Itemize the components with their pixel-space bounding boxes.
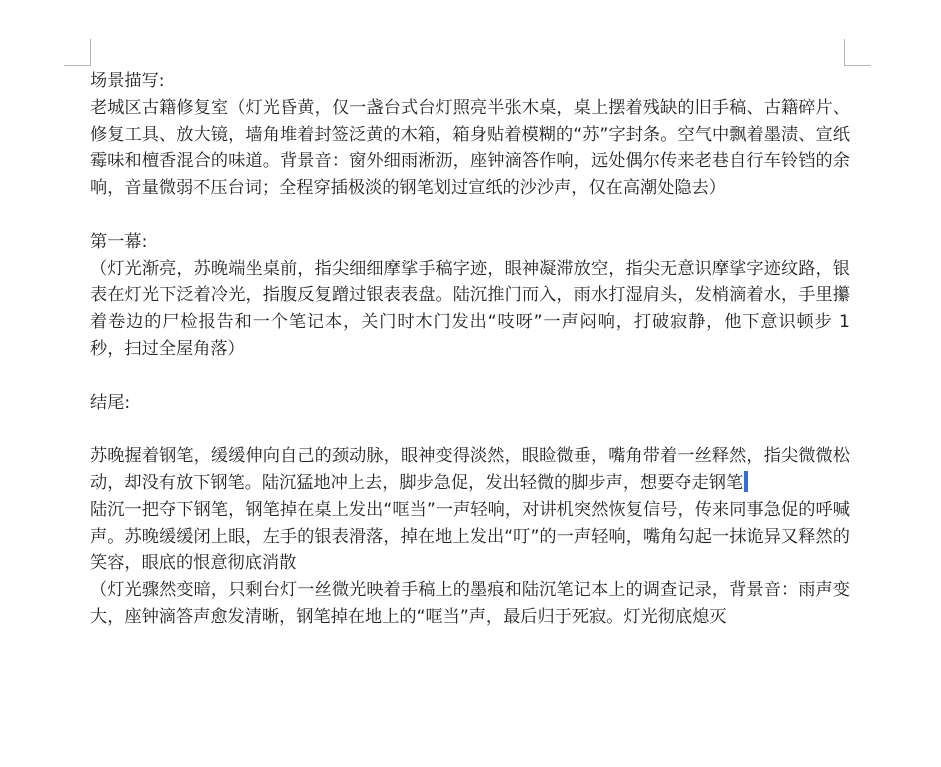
paragraph-scene-description[interactable]: 老城区古籍修复室（灯光昏黄，仅一盏台式台灯照亮半张木桌，桌上摆着残缺的旧手稿、古籍碎片、修复工具、放大镜，墙角堆着封签泛黄的木箱，箱身贴着模糊的“苏”字封条。空气中飘着墨渍、宣纸霉味和檀香混合的味道。背景音：窗外细雨淅沥，座钟滴答作响，远处偶尔传来老巷自行车铃铛的余响，音量微弱不压台词；全程穿插极淡的钢笔划过宣纸的沙沙声，仅在高潮处隐去）: [90, 97, 850, 199]
paragraph-ending-1-text: 苏晚握着钢笔，缓缓伸向自己的颈动脉，眼神变得淡然，眼睑微垂，嘴角带着一丝释然，指尖微微松动，却没有放下钢笔。陆沉猛地冲上去，脚步急促，发出轻微的脚步声，想要夺走钢笔: [90, 446, 850, 493]
heading-act-one[interactable]: 第一幕:: [90, 231, 148, 252]
text-cursor: [744, 471, 748, 492]
page-corner-mark-top-left: [64, 39, 91, 66]
paragraph-act-one[interactable]: （灯光渐亮，苏晚端坐桌前，指尖细细摩挲手稿字迹，眼神凝滞放空，指尖无意识摩挲字迹纹路，银表在灯光下泛着冷光，指腹反复蹭过银表表盘。陆沉推门而入，雨水打湿肩头，发梢滴着水，手里攥着卷边的尸检报告和一个笔记本，关门时木门发出“吱呀”一声闷响，打破寂静，他下意识顿步 1 秒，扫过全屋角落）: [90, 258, 856, 359]
empty-line[interactable]: [90, 202, 850, 229]
page-corner-mark-top-right: [844, 39, 871, 66]
empty-line[interactable]: [90, 416, 850, 443]
paragraph-ending-2[interactable]: 陆沉一把夺下钢笔，钢笔掉在桌上发出“哐当”一声轻响，对讲机突然恢复信号，传来同事急促的呼喊声。苏晚缓缓闭上眼，左手的银表滑落，掉在地上发出“叮”的一声轻响，嘴角勾起一抹诡异又释然的笑容，眼底的恨意彻底消散: [90, 499, 850, 574]
paragraph-ending-3[interactable]: （灯光骤然变暗，只剩台灯一丝微光映着手稿上的墨痕和陆沉笔记本上的调查记录，背景音：雨声变大，座钟滴答声愈发清晰，钢笔掉在地上的“哐当”声，最后归于死寂。灯光彻底熄灭: [90, 580, 850, 627]
empty-line[interactable]: [90, 363, 850, 390]
document-body[interactable]: [90, 68, 856, 631]
heading-scene[interactable]: 场景描写:: [90, 71, 165, 91]
paragraph-ending-1[interactable]: [90, 443, 850, 497]
heading-ending[interactable]: 结尾:: [90, 392, 131, 413]
